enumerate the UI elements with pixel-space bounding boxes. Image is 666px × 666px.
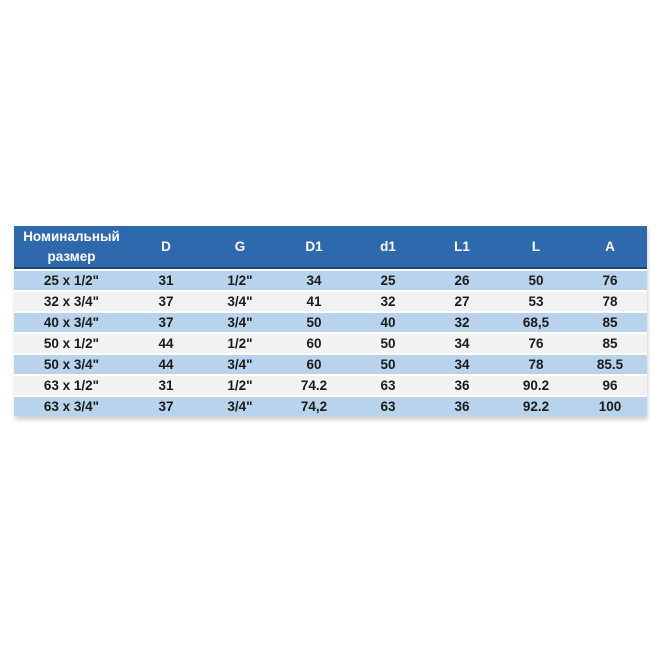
cell-d1: 50 xyxy=(351,332,425,353)
table-row xyxy=(14,311,647,332)
cell-G: 1/2" xyxy=(203,374,277,395)
table-row xyxy=(14,332,647,353)
cell-L: 68,5 xyxy=(499,311,573,332)
cell-D1: 74,2 xyxy=(277,395,351,416)
table-row xyxy=(14,395,647,416)
cell-d1: 32 xyxy=(351,290,425,311)
cell-A: 78 xyxy=(573,290,647,311)
cell-G: 1/2" xyxy=(203,332,277,353)
cell-L1: 27 xyxy=(425,290,499,311)
cell-L1: 26 xyxy=(425,269,499,290)
cell-D1: 60 xyxy=(277,332,351,353)
header-cell-L1: L1 xyxy=(425,226,499,269)
cell-size: 32 x 3/4" xyxy=(14,290,129,311)
table-row xyxy=(14,374,647,395)
cell-D1: 60 xyxy=(277,353,351,374)
cell-A: 100 xyxy=(573,395,647,416)
cell-D: 37 xyxy=(129,311,203,332)
table-row xyxy=(14,269,647,290)
cell-A: 85.5 xyxy=(573,353,647,374)
cell-D1: 50 xyxy=(277,311,351,332)
cell-L: 78 xyxy=(499,353,573,374)
cell-d1: 63 xyxy=(351,374,425,395)
header-size-line2: размер xyxy=(47,248,96,264)
cell-G: 3/4" xyxy=(203,395,277,416)
cell-L1: 36 xyxy=(425,374,499,395)
cell-A: 96 xyxy=(573,374,647,395)
cell-G: 3/4" xyxy=(203,353,277,374)
cell-D1: 34 xyxy=(277,269,351,290)
cell-L1: 36 xyxy=(425,395,499,416)
cell-D: 31 xyxy=(129,374,203,395)
cell-L: 90.2 xyxy=(499,374,573,395)
cell-d1: 25 xyxy=(351,269,425,290)
cell-D1: 74.2 xyxy=(277,374,351,395)
cell-size: 50 x 3/4" xyxy=(14,353,129,374)
cell-size: 40 x 3/4" xyxy=(14,311,129,332)
cell-L: 76 xyxy=(499,332,573,353)
table-row xyxy=(14,353,647,374)
cell-d1: 63 xyxy=(351,395,425,416)
cell-A: 85 xyxy=(573,311,647,332)
header-cell-G: G xyxy=(203,226,277,269)
cell-L: 92.2 xyxy=(499,395,573,416)
header-cell-A: A xyxy=(573,226,647,269)
cell-L: 53 xyxy=(499,290,573,311)
header-cell-L: L xyxy=(499,226,573,269)
cell-L1: 34 xyxy=(425,332,499,353)
cell-G: 3/4" xyxy=(203,290,277,311)
cell-D: 31 xyxy=(129,269,203,290)
cell-A: 85 xyxy=(573,332,647,353)
cell-G: 1/2" xyxy=(203,269,277,290)
cell-D: 37 xyxy=(129,395,203,416)
cell-A: 76 xyxy=(573,269,647,290)
cell-size: 25 x 1/2" xyxy=(14,269,129,290)
cell-L1: 34 xyxy=(425,353,499,374)
cell-G: 3/4" xyxy=(203,311,277,332)
cell-D: 37 xyxy=(129,290,203,311)
cell-L1: 32 xyxy=(425,311,499,332)
header-cell-D1: D1 xyxy=(277,226,351,269)
cell-size: 63 x 3/4" xyxy=(14,395,129,416)
header-row xyxy=(14,226,647,269)
cell-L: 50 xyxy=(499,269,573,290)
table-header xyxy=(14,226,647,269)
cell-D: 44 xyxy=(129,353,203,374)
cell-D1: 41 xyxy=(277,290,351,311)
header-size-line1: Номинальный xyxy=(23,228,120,244)
header-cell-nominal-size xyxy=(14,226,129,269)
header-cell-d1: d1 xyxy=(351,226,425,269)
cell-size: 63 x 1/2" xyxy=(14,374,129,395)
cell-d1: 40 xyxy=(351,311,425,332)
cell-D: 44 xyxy=(129,332,203,353)
cell-d1: 50 xyxy=(351,353,425,374)
header-cell-D: D xyxy=(129,226,203,269)
table-row xyxy=(14,290,647,311)
fitting-dimensions-table xyxy=(14,226,647,416)
table-body xyxy=(14,269,647,416)
cell-size: 50 x 1/2" xyxy=(14,332,129,353)
